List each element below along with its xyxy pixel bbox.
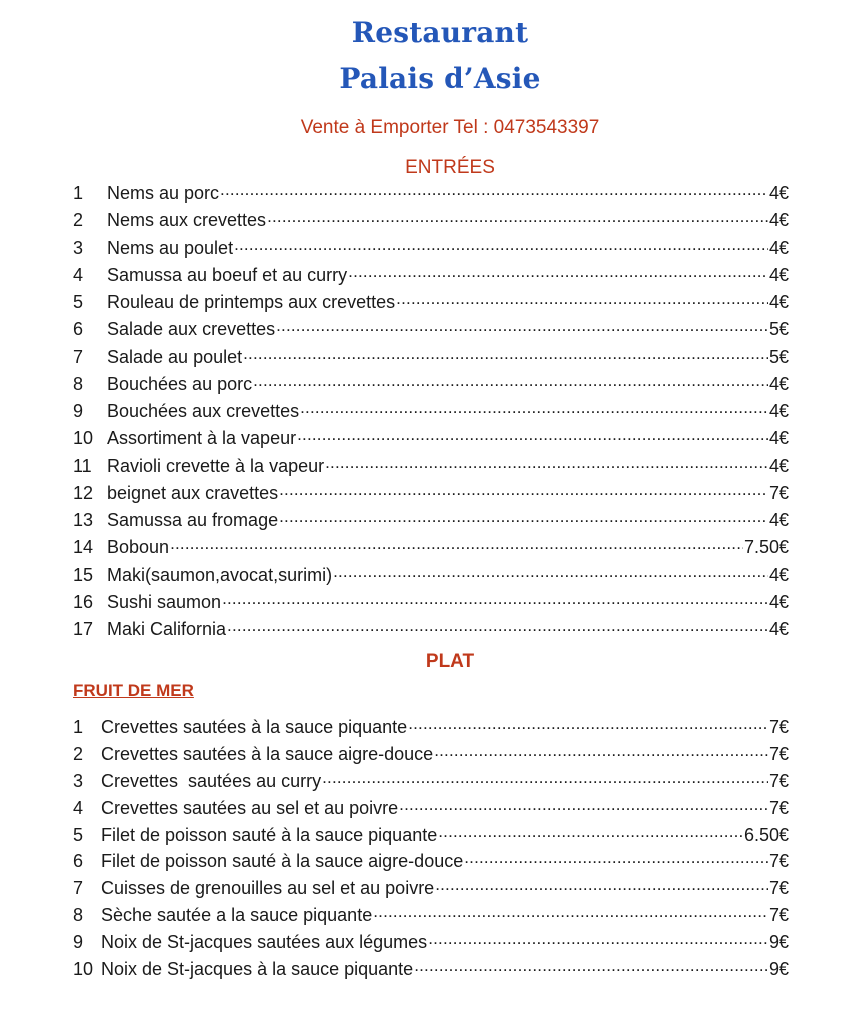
item-price: 7.50€: [743, 537, 789, 558]
dot-leader: [434, 746, 768, 760]
item-number: 17: [73, 619, 94, 639]
takeaway-phone-line: Vente à Emporter Tel : 0473543397: [300, 117, 600, 138]
menu-item: [73, 207, 789, 234]
dot-leader: [234, 240, 768, 254]
item-price: 7€: [768, 482, 789, 503]
plat-heading: PLAT: [425, 651, 475, 672]
item-price: 4€: [768, 237, 789, 258]
item-name: Rouleau de printemps aux crevettes: [107, 292, 396, 312]
item-name: Crevettes sautées au curry: [101, 770, 322, 791]
item-name: Noix de St-jacques sautées aux légumes: [101, 932, 428, 953]
item-price: 4€: [768, 510, 789, 530]
item-name: Sèche sautée a la sauce piquante: [101, 905, 373, 926]
item-price: 5€: [768, 319, 789, 340]
item-number: 8: [73, 905, 84, 926]
menu-item: [73, 768, 789, 795]
item-name: beignet aux cravettes: [107, 482, 279, 503]
item-name: Nems au porc: [107, 183, 220, 203]
item-name: Filet de poisson sauté à la sauce piquante: [101, 824, 438, 845]
item-number: 2: [73, 210, 84, 231]
menu-item: [73, 425, 789, 452]
dot-leader: [227, 621, 768, 635]
dot-leader: [267, 212, 768, 226]
menu-item: [73, 344, 789, 371]
item-price: 4€: [768, 455, 789, 476]
dot-leader: [220, 185, 768, 199]
dot-leader: [373, 907, 768, 921]
item-number: 8: [73, 373, 84, 394]
item-number: 14: [73, 537, 94, 558]
item-price: 7€: [768, 905, 789, 926]
item-name: Bouchées au porc: [107, 373, 253, 394]
menu-item: [73, 956, 789, 983]
menu-item: [73, 534, 789, 561]
dot-leader: [297, 430, 768, 444]
dot-leader: [438, 827, 743, 841]
item-name: Filet de poisson sauté à la sauce aigre-douce: [101, 851, 464, 872]
item-number: 16: [73, 591, 94, 612]
item-number: 3: [73, 237, 84, 258]
item-name: Ravioli crevette à la vapeur: [107, 455, 325, 476]
menu-item: [73, 371, 789, 398]
item-price: 7€: [768, 717, 789, 737]
item-price: 4€: [768, 591, 789, 612]
dot-leader: [243, 349, 768, 363]
seafood-list: [73, 714, 789, 983]
menu-item: [73, 875, 789, 902]
item-number: 10: [73, 959, 94, 980]
item-name: Crevettes sautées à la sauce piquante: [101, 717, 408, 737]
item-number: 7: [73, 878, 84, 899]
dot-leader: [279, 485, 768, 499]
item-price: 4€: [768, 210, 789, 231]
item-price: 4€: [768, 183, 789, 203]
item-number: 10: [73, 428, 94, 449]
menu-item: [73, 507, 789, 534]
item-name: Bouchées aux crevettes: [107, 401, 300, 421]
item-price: 6.50€: [743, 824, 789, 845]
restaurant-title: Restaurant: [351, 16, 529, 49]
dot-leader: [300, 403, 768, 417]
menu-item: [73, 316, 789, 343]
item-price: 9€: [768, 932, 789, 953]
dot-leader: [322, 773, 768, 787]
dot-leader: [414, 961, 768, 975]
item-number: 1: [73, 717, 84, 737]
menu-item: [73, 398, 789, 425]
item-number: 11: [73, 455, 92, 476]
entrees-heading: ENTRÉES: [405, 157, 495, 178]
item-price: 4€: [768, 619, 789, 639]
item-price: 4€: [768, 401, 789, 421]
item-price: 7€: [768, 797, 789, 818]
item-price: 7€: [768, 851, 789, 872]
seafood-subheading: FRUIT DE MER: [73, 681, 194, 700]
item-price: 4€: [768, 292, 789, 312]
item-name: Samussa au fromage: [107, 510, 279, 530]
menu-item: [73, 741, 789, 768]
item-name: Samussa au boeuf et au curry: [107, 264, 348, 285]
item-name: Nems aux crevettes: [107, 210, 267, 231]
item-price: 4€: [768, 373, 789, 394]
menu-item: [73, 262, 789, 289]
item-number: 5: [73, 292, 84, 312]
item-number: 7: [73, 346, 84, 367]
item-price: 5€: [768, 346, 789, 367]
item-number: 3: [73, 770, 84, 791]
item-price: 4€: [768, 564, 789, 585]
item-number: 9: [73, 932, 84, 953]
menu-item: [73, 589, 789, 616]
item-number: 2: [73, 743, 84, 764]
menu-item: [73, 822, 789, 849]
dot-leader: [399, 800, 768, 814]
item-number: 4: [73, 264, 84, 285]
menu-item: [73, 235, 789, 262]
menu-item: [73, 848, 789, 875]
dot-leader: [464, 853, 768, 867]
dot-leader: [428, 934, 768, 948]
dot-leader: [325, 458, 768, 472]
item-number: 5: [73, 824, 84, 845]
item-number: 6: [73, 319, 84, 340]
item-price: 7€: [768, 743, 789, 764]
item-name: Nems au poulet: [107, 237, 234, 258]
item-name: Assortiment à la vapeur: [107, 428, 297, 449]
item-name: Maki California: [107, 619, 227, 639]
restaurant-name: Palais d’Asie: [339, 62, 541, 95]
item-price: 4€: [768, 428, 789, 449]
dot-leader: [222, 594, 768, 608]
item-price: 7€: [768, 878, 789, 899]
item-name: Maki(saumon,avocat,surimi): [107, 564, 333, 585]
menu-item: [73, 714, 789, 741]
item-name: Salade aux crevettes: [107, 319, 276, 340]
dot-leader: [348, 267, 768, 281]
item-price: 9€: [768, 959, 789, 980]
entrees-list: [73, 180, 789, 643]
item-number: 13: [73, 510, 94, 530]
menu-item: [73, 795, 789, 822]
item-number: 6: [73, 851, 84, 872]
item-name: Boboun: [107, 537, 170, 558]
dot-leader: [435, 880, 768, 894]
menu-item: [73, 180, 789, 207]
item-name: Cuisses de grenouilles au sel et au poivre: [101, 878, 435, 899]
item-name: Crevettes sautées au sel et au poivre: [101, 797, 399, 818]
item-price: 7€: [768, 770, 789, 791]
dot-leader: [408, 719, 768, 733]
menu-item: [73, 902, 789, 929]
dot-leader: [253, 376, 768, 390]
item-number: 15: [73, 564, 94, 585]
item-number: 9: [73, 401, 84, 421]
item-number: 1: [73, 183, 84, 203]
dot-leader: [170, 539, 743, 553]
item-number: 12: [73, 482, 94, 503]
menu-item: [73, 453, 789, 480]
dot-leader: [396, 294, 768, 308]
menu-item: [73, 289, 789, 316]
item-name: Crevettes sautées à la sauce aigre-douce: [101, 743, 434, 764]
item-price: 4€: [768, 264, 789, 285]
menu-item: [73, 562, 789, 589]
dot-leader: [276, 321, 768, 335]
item-name: Sushi saumon: [107, 591, 222, 612]
item-name: Noix de St-jacques à la sauce piquante: [101, 959, 414, 980]
dot-leader: [333, 567, 768, 581]
item-name: Salade au poulet: [107, 346, 243, 367]
menu-item: [73, 480, 789, 507]
menu-item: [73, 616, 789, 643]
item-number: 4: [73, 797, 84, 818]
menu-item: [73, 929, 789, 956]
dot-leader: [279, 512, 768, 526]
